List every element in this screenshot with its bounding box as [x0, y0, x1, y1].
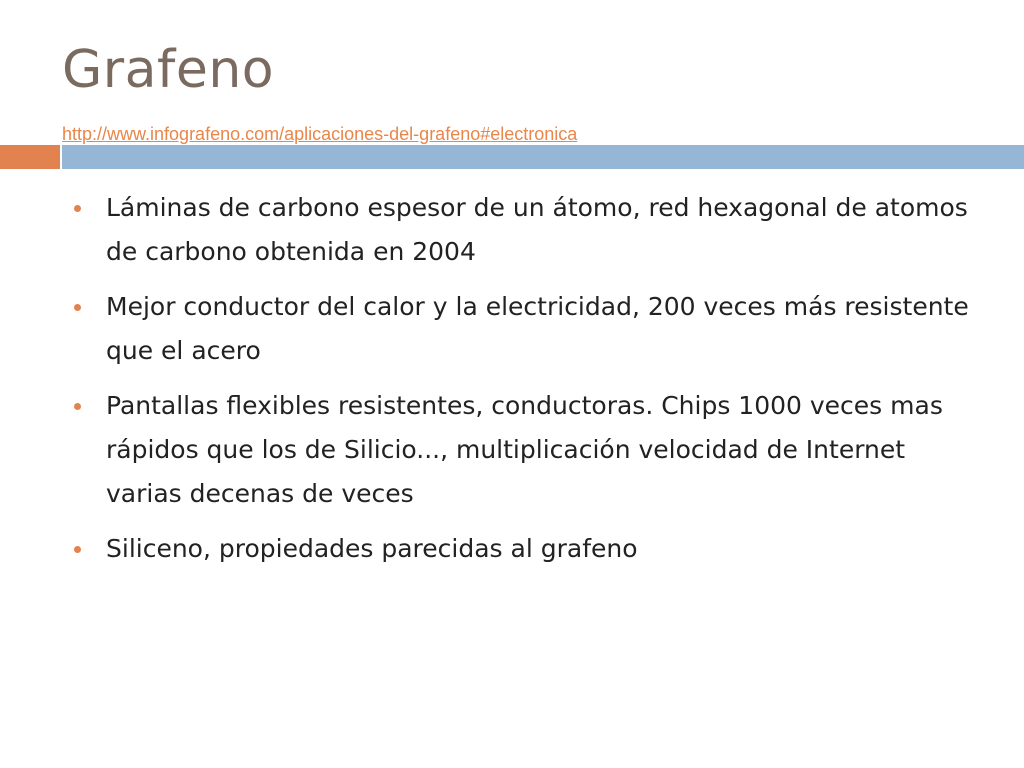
bullet-text: Pantallas flexibles resistentes, conductoras. Chips 1000 veces mas rápidos que los de Silicio..., multiplicación velocidad de Internet varias decenas de veces	[106, 391, 943, 508]
bullet-dot-icon	[74, 205, 81, 212]
bullet-text: Láminas de carbono espesor de un átomo, red hexagonal de atomos de carbono obtenida en 2004	[106, 193, 968, 266]
slide-title: Grafeno	[62, 40, 275, 100]
accent-bar	[0, 145, 60, 169]
bullet-item	[72, 527, 972, 571]
bullet-item	[72, 285, 972, 373]
bullet-list	[72, 186, 972, 582]
bullet-dot-icon	[74, 546, 81, 553]
header-bar	[62, 145, 1024, 169]
bullet-item	[72, 186, 972, 274]
source-link[interactable]: http://www.infografeno.com/aplicaciones-del-grafeno#electronica	[62, 124, 578, 144]
bullet-text: Siliceno, propiedades parecidas al grafeno	[106, 534, 638, 563]
bullet-dot-icon	[74, 304, 81, 311]
bullet-item	[72, 384, 972, 516]
bullet-text: Mejor conductor del calor y la electricidad, 200 veces más resistente que el acero	[106, 292, 969, 365]
bullet-dot-icon	[74, 403, 81, 410]
